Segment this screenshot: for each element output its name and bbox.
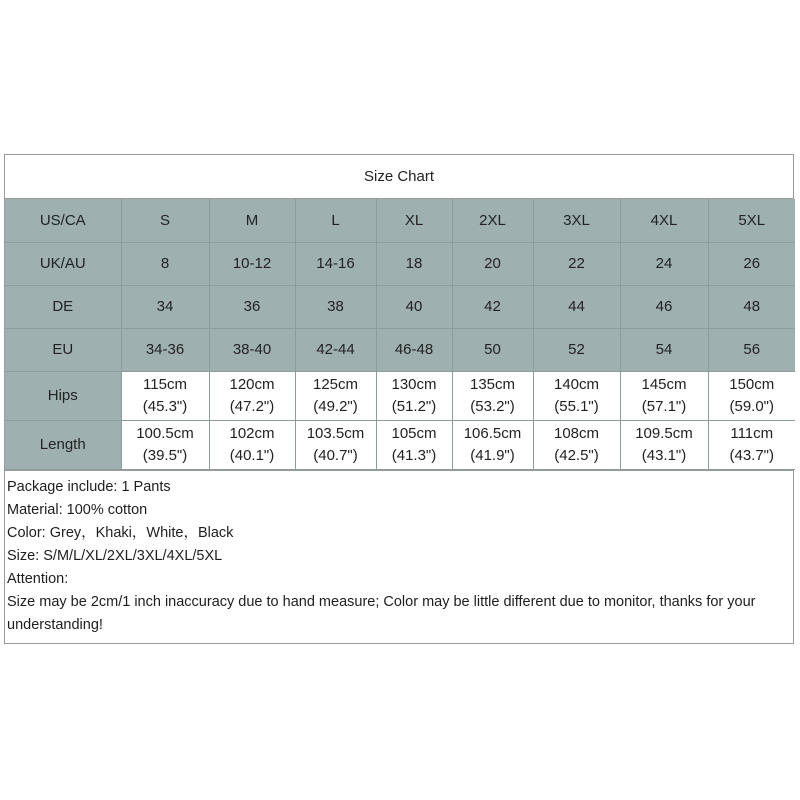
size-cell: 56 xyxy=(708,328,795,371)
row-label: Hips xyxy=(5,371,121,420)
size-cell: XL xyxy=(376,199,452,242)
size-table xyxy=(5,199,795,470)
inch-value: (53.2") xyxy=(470,397,515,415)
inch-value: (55.1") xyxy=(554,397,599,415)
row-label: UK/AU xyxy=(5,242,121,285)
product-notes xyxy=(5,470,793,637)
inch-value: (49.2") xyxy=(313,397,358,415)
table-row-eu xyxy=(5,328,795,371)
measure-cell xyxy=(121,420,209,469)
cm-value: 135cm xyxy=(469,375,516,393)
cm-value: 105cm xyxy=(391,424,437,442)
cm-value: 106.5cm xyxy=(463,424,522,442)
color-note: Color: Grey，Khaki，White，Black xyxy=(7,524,234,541)
cm-value: 103.5cm xyxy=(306,424,365,442)
disclaimer-note: Size may be 2cm/1 inch inaccuracy due to hand measure; Color may be little different due to monitor, thanks for your understanding! xyxy=(7,593,756,633)
table-row-de xyxy=(5,285,795,328)
size-cell: 3XL xyxy=(533,199,620,242)
cm-value: 150cm xyxy=(729,375,775,393)
size-cell: 14-16 xyxy=(295,242,376,285)
size-cell: 38 xyxy=(295,285,376,328)
size-cell: 24 xyxy=(620,242,708,285)
size-cell: S xyxy=(121,199,209,242)
measure-cell xyxy=(295,420,376,469)
inch-value: (41.3") xyxy=(391,446,437,464)
measure-cell xyxy=(209,371,295,420)
size-cell: 42 xyxy=(452,285,533,328)
table-row-uk-au xyxy=(5,242,795,285)
cm-value: 145cm xyxy=(641,375,687,393)
size-cell: 34 xyxy=(121,285,209,328)
measure-cell xyxy=(376,371,452,420)
table-row-us-ca xyxy=(5,199,795,242)
measure-cell xyxy=(121,371,209,420)
size-cell: 22 xyxy=(533,242,620,285)
row-label: EU xyxy=(5,328,121,371)
size-cell: 50 xyxy=(452,328,533,371)
inch-value: (43.1") xyxy=(641,446,687,464)
size-cell: 10-12 xyxy=(209,242,295,285)
size-cell: 52 xyxy=(533,328,620,371)
size-cell: 34-36 xyxy=(121,328,209,371)
size-cell: 46 xyxy=(620,285,708,328)
attention-label: Attention: xyxy=(7,570,69,587)
size-cell: 8 xyxy=(121,242,209,285)
measure-cell xyxy=(620,371,708,420)
cm-value: 130cm xyxy=(391,375,437,393)
inch-value: (41.9") xyxy=(470,446,515,464)
inch-value: (40.7") xyxy=(313,446,358,464)
size-cell: 42-44 xyxy=(295,328,376,371)
size-cell: L xyxy=(295,199,376,242)
size-cell: 48 xyxy=(708,285,795,328)
size-cell: 5XL xyxy=(708,199,795,242)
measure-cell xyxy=(209,420,295,469)
size-cell: 2XL xyxy=(452,199,533,242)
cm-value: 120cm xyxy=(229,375,275,393)
cm-value: 125cm xyxy=(312,375,359,393)
cm-value: 108cm xyxy=(553,424,600,442)
package-note: Package include: 1 Pants xyxy=(7,478,171,495)
cm-value: 100.5cm xyxy=(136,424,194,442)
size-cell: 46-48 xyxy=(376,328,452,371)
inch-value: (45.3") xyxy=(142,397,188,415)
cm-value: 111cm xyxy=(730,424,774,442)
row-label: Length xyxy=(5,420,121,469)
measure-cell xyxy=(452,371,533,420)
cm-value: 115cm xyxy=(143,375,187,393)
measure-cell xyxy=(452,420,533,469)
size-cell: M xyxy=(209,199,295,242)
cm-value: 140cm xyxy=(553,375,600,393)
inch-value: (43.7") xyxy=(729,446,774,464)
size-cell: 36 xyxy=(209,285,295,328)
size-cell: 26 xyxy=(708,242,795,285)
size-cell: 40 xyxy=(376,285,452,328)
cm-value: 102cm xyxy=(229,424,275,442)
size-cell: 38-40 xyxy=(209,328,295,371)
measure-cell xyxy=(533,420,620,469)
measure-cell xyxy=(620,420,708,469)
table-row-length xyxy=(5,420,795,469)
size-cell: 20 xyxy=(452,242,533,285)
size-cell: 54 xyxy=(620,328,708,371)
inch-value: (42.5") xyxy=(554,446,599,464)
measure-cell xyxy=(708,420,795,469)
size-cell: 44 xyxy=(533,285,620,328)
size-note: Size: S/M/L/XL/2XL/3XL/4XL/5XL xyxy=(7,547,223,564)
table-row-hips xyxy=(5,371,795,420)
cm-value: 109.5cm xyxy=(635,424,693,442)
size-chart-sheet xyxy=(4,154,794,644)
size-cell: 4XL xyxy=(620,199,708,242)
inch-value: (47.2") xyxy=(229,397,275,415)
inch-value: (39.5") xyxy=(142,446,188,464)
row-label: US/CA xyxy=(5,199,121,242)
inch-value: (40.1") xyxy=(229,446,275,464)
inch-value: (51.2") xyxy=(391,397,437,415)
inch-value: (57.1") xyxy=(641,397,687,415)
inch-value: (59.0") xyxy=(729,397,774,415)
measure-cell xyxy=(295,371,376,420)
size-cell: 18 xyxy=(376,242,452,285)
material-note: Material: 100% cotton xyxy=(7,501,148,518)
measure-cell xyxy=(708,371,795,420)
measure-cell xyxy=(533,371,620,420)
measure-cell xyxy=(376,420,452,469)
row-label: DE xyxy=(5,285,121,328)
chart-title: Size Chart xyxy=(5,155,793,199)
